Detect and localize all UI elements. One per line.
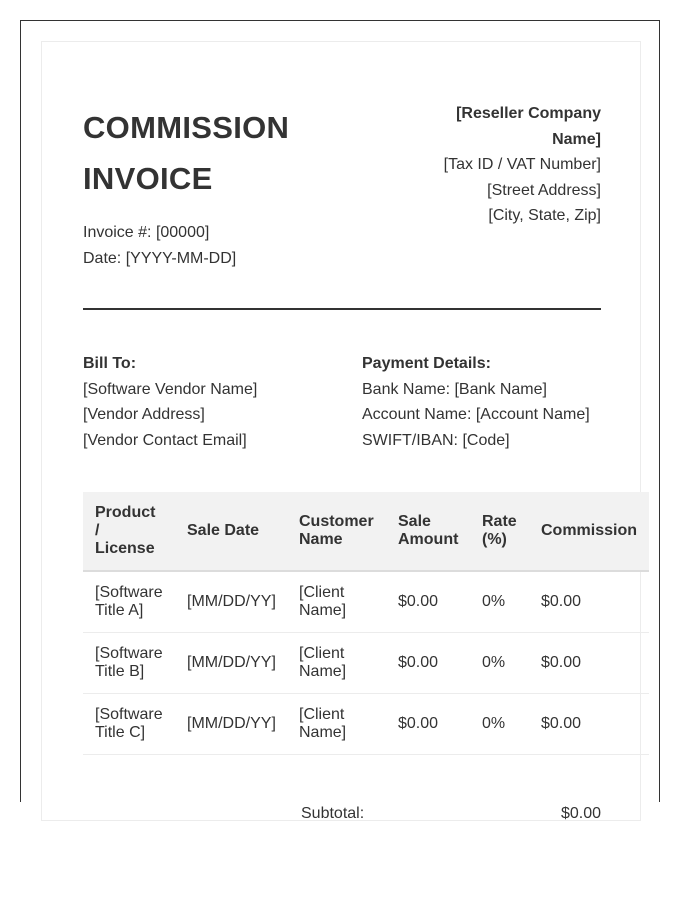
cell-product-line-1: [Software [95,584,163,601]
invoice-number [83,220,236,246]
cell-product [83,584,175,620]
header-customer [287,513,386,549]
cell-product-line-2: Title A] [95,602,144,619]
invoice-meta [83,220,236,272]
commission-table [83,492,649,755]
cell-commission: $0.00 [541,654,582,671]
title-line-2: INVOICE [83,161,213,196]
cell-product [83,645,175,681]
header-amount-line-2: Amount [398,531,459,548]
invoice-number-value: [00000] [155,224,210,241]
company-info [402,101,601,229]
cell-sale-date: [MM/DD/YY] [187,593,276,610]
subtotal-value: $0.00 [561,805,602,822]
cell-customer [287,584,386,620]
cell-product-line-2: Title C] [95,724,146,741]
header-sale-date: Sale Date [187,522,260,539]
cell-sale-amount: $0.00 [398,715,439,732]
vendor-name: [Software Vendor Name] [83,380,258,398]
header-sale-amount [386,513,470,549]
cell-customer-line-2: Name] [299,602,347,619]
header-customer-line-1: Customer [299,513,374,530]
cell-rate: 0% [482,715,506,732]
bank-name: Bank Name: [Bank Name] [362,380,547,398]
cell-customer [287,645,386,681]
invoice-page [41,41,641,821]
invoice-date-value: [YYYY-MM-DD] [125,250,237,267]
company-name-line-1: [Reseller Company [456,105,601,122]
bill-to-heading: Bill To: [83,355,137,372]
cell-customer-line-1: [Client [299,706,345,723]
header-product-line-1: Product [95,504,156,521]
company-tax-id: [Tax ID / VAT Number] [443,156,601,173]
title-line-1: COMMISSION [83,110,290,145]
cell-rate: 0% [482,654,506,671]
cell-commission: $0.00 [541,593,582,610]
cell-sale-amount: $0.00 [398,593,439,610]
cell-rate: 0% [482,593,506,610]
table-row [83,572,649,633]
vendor-address: [Vendor Address] [83,406,205,423]
invoice-date [83,246,236,272]
header-amount-line-1: Sale [398,513,431,530]
header-rate [470,513,529,549]
swift-iban: SWIFT/IBAN: [Code] [362,431,510,449]
cell-product [83,706,175,742]
company-city: [City, State, Zip] [488,207,601,224]
invoice-number-label: Invoice #: [83,224,152,241]
cell-product-line-1: [Software [95,706,163,723]
company-street: [Street Address] [487,181,601,199]
invoice-date-label: Date: [83,250,122,267]
header-customer-line-2: Name [299,531,343,548]
table-row [83,694,649,755]
cell-customer-line-1: [Client [299,584,345,601]
payment-details-section [362,351,590,453]
cell-customer [287,706,386,742]
subtotal-label: Subtotal: [301,805,365,822]
header-product [83,504,175,558]
cell-product-line-2: Title B] [95,663,145,680]
cell-customer-line-1: [Client [299,645,345,662]
bill-to-section [83,351,257,453]
table-header-row [83,492,649,572]
cell-sale-amount: $0.00 [398,654,439,671]
account-name: Account Name: [Account Name] [362,406,590,423]
vendor-email: [Vendor Contact Email] [83,431,247,449]
cell-sale-date: [MM/DD/YY] [187,654,276,671]
cell-customer-line-2: Name] [299,663,347,680]
cell-product-line-1: [Software [95,645,163,662]
document-viewport[interactable] [20,20,660,822]
invoice-title [83,102,343,204]
header-commission: Commission [541,522,638,539]
header-rate-line-2: (%) [482,531,507,548]
header-product-line-3: License [95,540,155,557]
company-name-line-2: Name] [552,130,601,148]
cell-sale-date: [MM/DD/YY] [187,715,276,732]
cell-commission: $0.00 [541,715,582,732]
header-product-line-2: / [95,522,100,539]
payment-heading: Payment Details: [362,355,491,372]
cell-customer-line-2: Name] [299,724,347,741]
header-rate-line-1: Rate [482,513,517,530]
header-divider [83,308,601,310]
table-row [83,633,649,694]
